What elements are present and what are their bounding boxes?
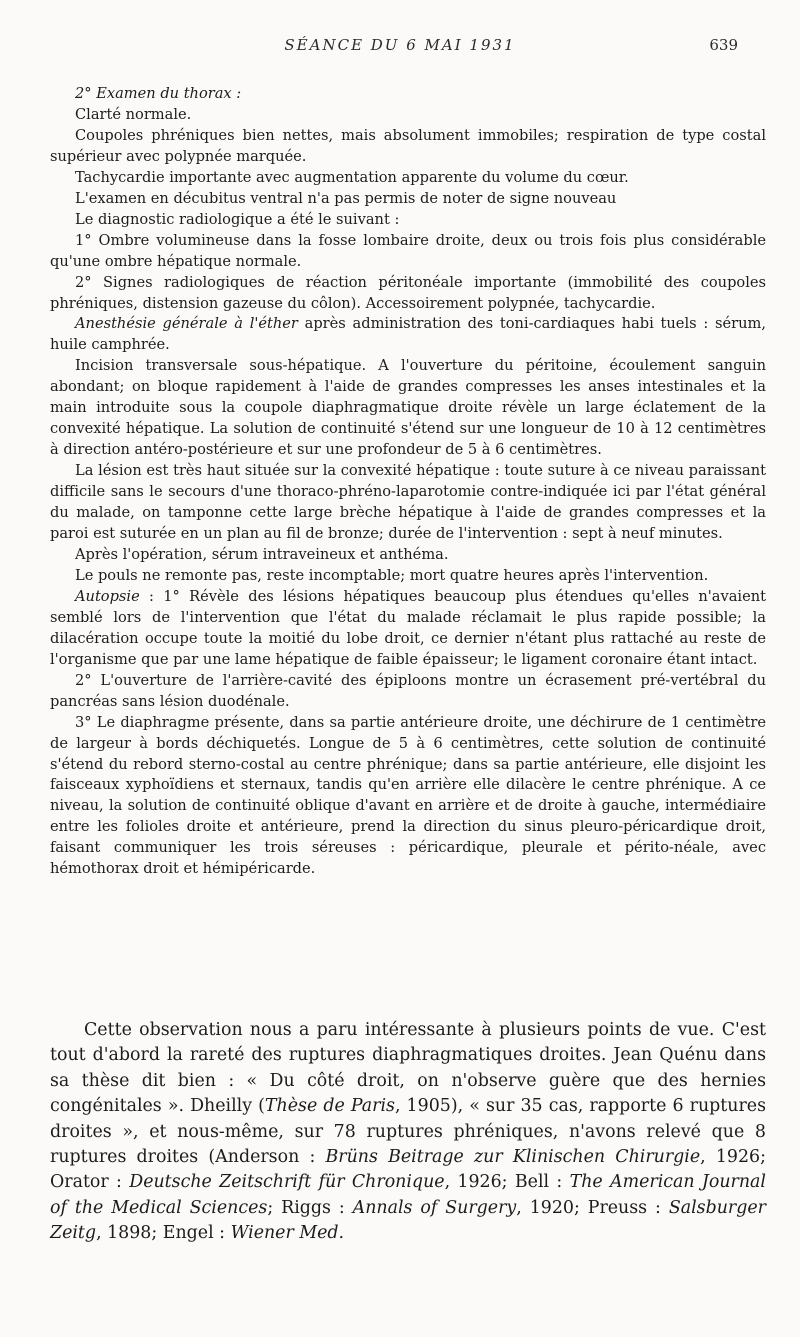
text-run: , 1898; Engel :: [96, 1223, 231, 1244]
paragraph: 3° Le diaphragme présente, dans sa partie antérieure droite, une déchirure de 1 centimètre de largeur à bords déchiquetés. Longue de 5 à 6 centimètres, cette solution de continuité s'étend du rebord sterno-costal au centre phrénique; dans sa partie antérieure, elle disjoint les faisceaux xyphoïdiens et sternaux, tandis qu'en arrière elle dilacère le centre phrénique. A ce niveau, la solution de continuité oblique d'avant en arrière et de droite à gauche, intermédiaire entre les folioles droite et antérieure, prend la direction du sinus pleuro-péricardique droit, faisant communiquer les trois séreuses : péricardique, pleurale et périto-néale, avec hémothorax droit et hémipéricarde.: [50, 713, 766, 878]
paragraph: Après l'opération, sérum intraveineux et anthéma.: [75, 545, 449, 563]
citation: Deutsche Zeitschrift für Chronique: [129, 1172, 445, 1193]
emphasis: Autopsie: [75, 587, 140, 605]
emphasis: Anesthésie générale à l'éther: [75, 315, 298, 333]
text-run: , 1905), « sur 35 cas, rapporte 6 ruptures droites », et nous-même, sur 78 ruptures phréniques, n'avons relevé que 8 ruptures droites (Anderson :: [50, 1096, 766, 1168]
paragraph-text: après administration des toni-cardiaques habi tuels : sérum, huile camphrée.: [50, 315, 766, 354]
discussion-block: [50, 1018, 766, 1247]
running-head: SÉANCE DU 6 MAI 1931: [284, 36, 516, 54]
section-heading: 2° Examen du thorax :: [75, 85, 242, 102]
paragraph: L'examen en décubitus ventral n'a pas permis de noter de signe nouveau: [75, 189, 617, 207]
paragraph: 1° Ombre volumineuse dans la fosse lombaire droite, deux ou trois fois plus considérable qu'une ombre hépatique normale.: [50, 231, 766, 270]
citation: Thèse de Paris: [264, 1096, 395, 1117]
paragraph: Incision transversale sous-hépatique. A l'ouverture du péritoine, écoulement sanguin abondant; on bloque rapidement à l'aide de grandes compresses les anses intestinales et la main introduite sous la coupole diaphragmatique droite révèle un large éclatement de la convexité hépatique. La solution de continuité s'étend sur une longueur de 10 à 12 centimètres à direction antéro-postérieure et sur une profondeur de 5 à 6 centimètres.: [50, 357, 766, 459]
paragraph: 2° L'ouverture de l'arrière-cavité des épiploons montre un écrasement pré-vertébral du pancréas sans lésion duodénale.: [50, 671, 766, 710]
paragraph: Tachycardie importante avec augmentation apparente du volume du cœur.: [75, 168, 629, 186]
page-number: 639: [709, 36, 738, 54]
page-header: [0, 36, 800, 58]
citation: Annals of Surgery: [352, 1197, 517, 1218]
case-report-block: [50, 84, 766, 880]
citation: The American Journal of the Medical Sciences: [50, 1172, 766, 1218]
paragraph: [50, 84, 766, 105]
paragraph: Le pouls ne remonte pas, reste incomptable; mort quatre heures après l'intervention.: [75, 566, 709, 584]
paragraph: [50, 314, 766, 356]
paragraph: 2° Signes radiologiques de réaction péritonéale importante (immobilité des coupoles phréniques, distension gazeuse du côlon). Accessoirement polypnée, tachycardie.: [50, 273, 766, 312]
paragraph: [50, 1018, 766, 1247]
citation: Wiener Med.: [230, 1223, 345, 1244]
paragraph-text: : 1° Révèle des lésions hépatiques beaucoup plus étendues qu'elles n'avaient semblé lors de l'intervention que l'état du malade réclamait le plus rapide possible; la dilacération occupe toute la moitié du lobe droit, ce dernier n'étant plus rattaché au reste de l'organisme que par une lame hépatique de faible épaisseur; le ligament coronaire étant intact.: [50, 587, 766, 668]
paragraph: Le diagnostic radiologique a été le suivant :: [75, 210, 400, 228]
text-run: , 1926; Orator :: [50, 1147, 766, 1193]
citation: Brüns Beitrage zur Klinischen Chirurgie: [325, 1147, 701, 1168]
text-run: Cette observation nous a paru intéressante à plusieurs points de vue. C'est tout d'abord la rareté des ruptures diaphragmatiques droites. Jean Quénu dans sa thèse dit bien : « Du côté droit, on n'observe guère que des hernies congénitales ». Dheilly (: [50, 1020, 766, 1117]
paragraph: Coupoles phréniques bien nettes, mais absolument immobiles; respiration de type costal supérieur avec polypnée marquée.: [50, 126, 766, 165]
paragraph: La lésion est très haut située sur la convexité hépatique : toute suture à ce niveau paraissant difficile sans le secours d'une thoraco-phréno-laparotomie contre-indiquée ici par l'état général du malade, on tamponne cette large brèche hépatique à l'aide de grandes compresses et la paroi est suturée en un plan au fil de bronze; durée de l'intervention : sept à neuf minutes.: [50, 462, 766, 543]
citation: Salsburger Zeitg: [50, 1197, 766, 1244]
paragraph: [50, 587, 766, 671]
text-run: ; Riggs :: [267, 1197, 353, 1218]
paragraph: Clarté normale.: [75, 105, 192, 123]
text-run: , 1926; Bell :: [444, 1172, 570, 1193]
text-run: , 1920; Preuss :: [516, 1197, 669, 1218]
